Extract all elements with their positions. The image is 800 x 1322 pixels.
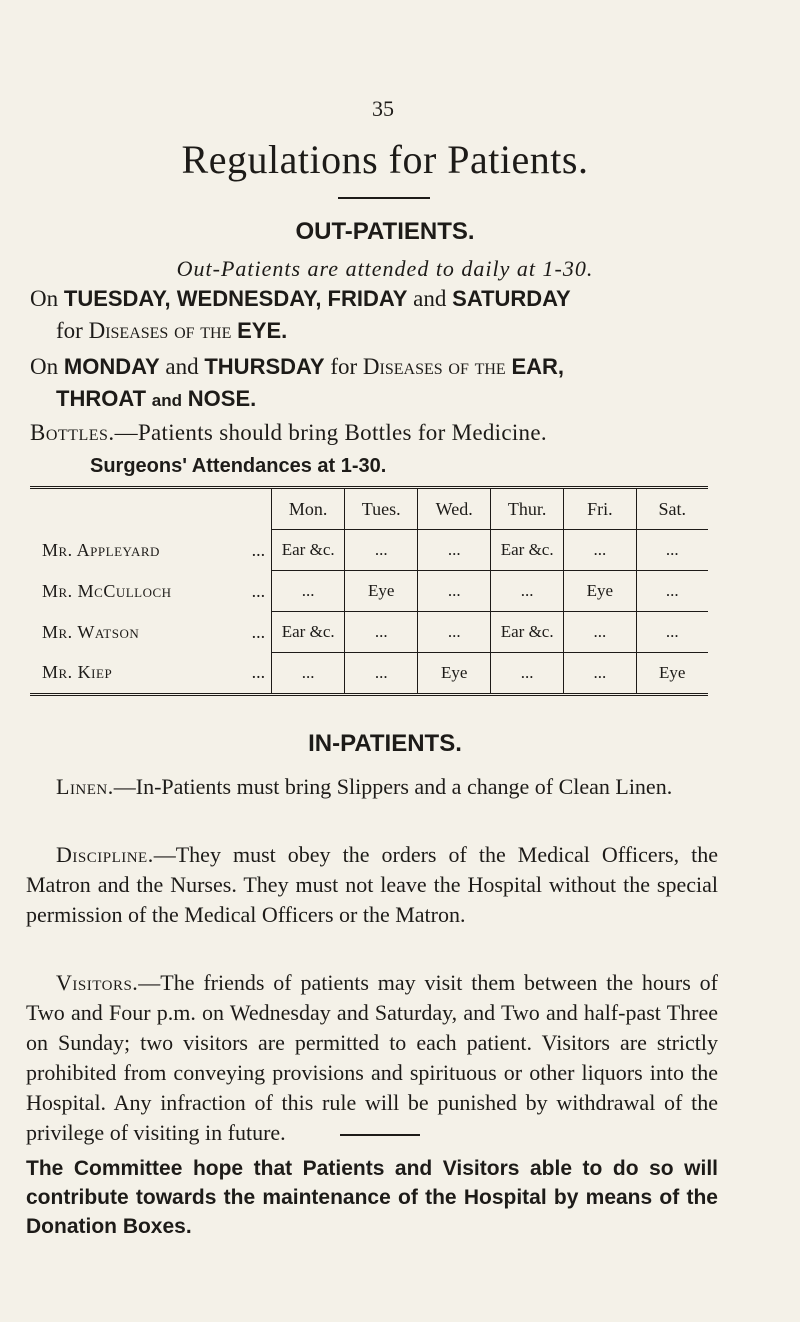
schedule-cell: ... [636, 571, 708, 612]
schedule-cell: ... [272, 571, 345, 612]
schedule-cell: ... [564, 530, 636, 571]
schedule-cell: ... [564, 612, 636, 653]
ear-and2: and [151, 391, 183, 410]
schedule-cell: ... [345, 530, 418, 571]
eye-schedule-line [30, 286, 571, 312]
in-patients-heading: IN-PATIENTS. [308, 730, 462, 757]
visitors-text: —The friends of patients may visit them between the hours of Two and Four p.m. on Wednesday and Saturday, and Two and half-past Three on Sunday; two visitors are permitted to each patient. Visitors are strictly prohibited from conveying provisions and spirituous or other liquors into the Hospital. Any infraction of this rule will be punished by withdrawal of the privilege of visiting in future. [26, 970, 718, 1145]
visitors-label: Visitors. [56, 970, 139, 995]
bottles-text: —Patients should bring Bottles for Medicine. [114, 420, 547, 445]
page-title: Regulations for Patients. [181, 137, 589, 182]
ear-and: and [165, 354, 199, 379]
linen-text: —In-Patients must bring Slippers and a change of Clean Linen. [113, 774, 673, 799]
surgeon-name: Mr. Kiep ... [42, 662, 266, 683]
schedule-cell: Eye [345, 571, 418, 612]
bottles-line [30, 420, 547, 446]
discipline-label: Discipline. [56, 842, 154, 867]
schedule-cell: ... [491, 571, 564, 612]
schedule-cell: Ear &c. [491, 530, 564, 571]
day-thur: Thur. [491, 488, 564, 530]
discipline-text: —They must obey the orders of the Medical Officers, the Matron and the Nurses. They must not leave the Hospital without the special permission of the Medical Officers or the Matron. [26, 842, 718, 927]
ear-organ3: NOSE. [187, 386, 257, 411]
schedule-cell: Eye [636, 653, 708, 695]
ear-on: On [30, 354, 59, 379]
page-number: 35 [372, 96, 394, 121]
table-row [30, 530, 708, 571]
out-patients-subheading: Out-Patients are attended to daily at 1-30. [176, 256, 594, 281]
ear-organ: EAR, [511, 354, 565, 379]
ear-organ2: THROAT [56, 386, 147, 411]
table-row [30, 612, 708, 653]
ear-for: for [330, 354, 358, 379]
eye-and: and [413, 286, 447, 311]
ear-schedule-line [30, 354, 564, 380]
out-patients-heading: OUT-PATIENTS. [295, 218, 475, 245]
eye-day-last: SATURDAY [452, 286, 571, 311]
day-fri: Fri. [564, 488, 636, 530]
ear-day1: MONDAY [63, 354, 160, 379]
schedule-cell: ... [491, 653, 564, 695]
schedule-cell: Ear &c. [491, 612, 564, 653]
table-row [30, 571, 708, 612]
schedule-cell: Eye [564, 571, 636, 612]
bottles-label: Bottles. [30, 420, 115, 445]
surgeon-name: Mr. McCulloch ... [42, 580, 266, 601]
schedule-cell: ... [272, 653, 345, 695]
surgeon-name: Mr. Appleyard ... [42, 539, 266, 560]
linen-label: Linen. [56, 774, 114, 799]
eye-days: TUESDAY, WEDNESDAY, FRIDAY [63, 286, 408, 311]
eye-schedule-line-2 [56, 318, 287, 344]
schedule-header-row [30, 488, 708, 530]
closing-note: The Committee hope that Patients and Visitors able to do so will contribute towards the maintenance of the Hospital by means of the Donation Boxes. [26, 1157, 718, 1238]
ear-day2: THURSDAY [204, 354, 325, 379]
surgeon-name: Mr. Watson ... [42, 621, 266, 642]
eye-on: On [30, 286, 59, 311]
schedule-cell: ... [418, 571, 491, 612]
surgeons-schedule-table [30, 486, 708, 696]
discipline-paragraph [26, 840, 718, 930]
schedule-cell: Ear &c. [272, 612, 345, 653]
table-row [30, 653, 708, 695]
day-sat: Sat. [636, 488, 708, 530]
ear-diseases: Diseases of the [362, 354, 506, 379]
schedule-cell: ... [345, 653, 418, 695]
schedule-cell: ... [418, 530, 491, 571]
closing-divider [340, 1134, 420, 1136]
schedule-cell: ... [636, 612, 708, 653]
title-divider [338, 197, 430, 199]
schedule-corner [30, 488, 272, 530]
schedule-cell: ... [636, 530, 708, 571]
ear-schedule-line-2 [56, 386, 256, 412]
visitors-paragraph [26, 968, 718, 1148]
schedule-cell: Ear &c. [272, 530, 345, 571]
schedule-cell: ... [418, 612, 491, 653]
surgeons-attendances-heading: Surgeons' Attendances at 1-30. [90, 455, 387, 477]
eye-diseases: Diseases of the [88, 318, 232, 343]
day-tues: Tues. [345, 488, 418, 530]
schedule-cell: ... [345, 612, 418, 653]
schedule-cell: ... [564, 653, 636, 695]
eye-for: for [56, 318, 83, 343]
schedule-cell: Eye [418, 653, 491, 695]
eye-organ: EYE. [237, 318, 288, 343]
day-mon: Mon. [272, 488, 345, 530]
day-wed: Wed. [418, 488, 491, 530]
linen-paragraph [26, 772, 718, 802]
